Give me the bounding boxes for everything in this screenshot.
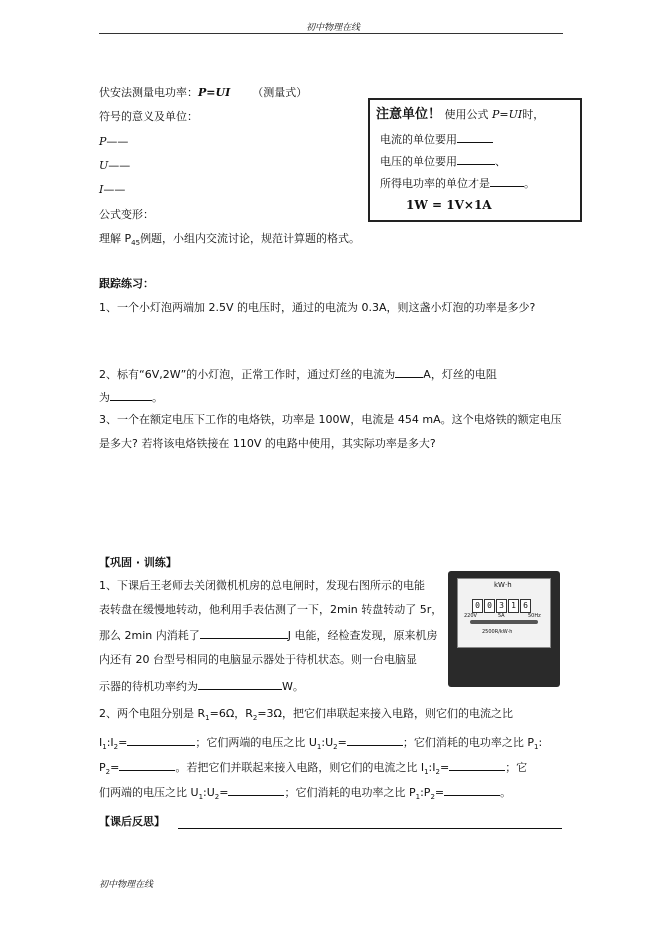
blank-current-unit[interactable]: [457, 132, 493, 143]
blank-parallel-current-ratio[interactable]: [449, 760, 505, 771]
blank-series-power-ratio[interactable]: [119, 760, 175, 771]
consolidate-heading: 【巩固 · 训练】: [99, 556, 177, 569]
reflection-answer-line[interactable]: [178, 828, 562, 829]
meter-face: [457, 578, 551, 648]
notice-line-voltage: 电压的单位要用 、: [380, 155, 506, 168]
meter-digit-row: [472, 593, 532, 613]
blank-voltage-unit[interactable]: [457, 154, 495, 165]
reflection-heading: 【课后反思】: [99, 815, 165, 828]
blank-q2-current[interactable]: [395, 367, 423, 378]
meter-spec-hz: 50Hz: [528, 613, 541, 619]
cons-p2-line1: 2、两个电阻分别是 $R_1=6\Omega$，$R_2=3\Omega$，把它们串联起来接入电路，则它们的电流之比: [99, 707, 513, 723]
cons-p1-line2: 表转盘在缓慢地转动，他利用手表估测了一下，2min 转盘转动了 5r，: [99, 603, 443, 616]
cons-p2-line4: 们两端的电压之比 $U_1:U_2=$ ；它们消耗的电功率之比 $P_1:P_2=$ 。: [99, 786, 512, 802]
symbol-u-line: U——: [99, 159, 131, 172]
cons-p1-line4: 内还有 20 台型号相同的电脑显示器处于待机状态。则一台电脑显: [99, 653, 417, 666]
practice-q3-line2: 是多大? 若将该电烙铁接在 110V 的电路中使用，其实际功率是多大?: [99, 437, 436, 450]
meter-spec-rev: 2500R/kW·h: [482, 629, 513, 635]
unit-notice-box: [368, 98, 582, 222]
notice-title: 注意单位！: [376, 107, 442, 122]
blank-parallel-voltage-ratio[interactable]: [228, 785, 284, 796]
cons-p2-line3: $P_2=$ 。若把它们并联起来接入电路，则它们的电流之比 $I_1:I_2=$ ；它: [99, 761, 528, 777]
voltammetry-line: 伏安法测量电功率：P=UI （测量式）: [99, 86, 308, 99]
blank-series-current-ratio[interactable]: [127, 735, 195, 746]
practice-q2-line1: 2、标有“6V,2W”的小灯泡，正常工作时，通过灯丝的电流为 A，灯丝的电阻: [99, 368, 497, 381]
blank-q2-resistance[interactable]: [110, 390, 152, 401]
blank-parallel-power-ratio[interactable]: [444, 785, 500, 796]
meter-digit: 6: [520, 599, 531, 613]
header-title: 初中物理在线: [306, 23, 361, 33]
footer-title: 初中物理在线: [99, 880, 154, 890]
unit-formula: 1W = 1V×1A: [406, 198, 492, 212]
symbol-p-line: P——: [99, 135, 129, 148]
meter-digit: 0: [472, 599, 483, 613]
blank-standby-power[interactable]: [198, 679, 282, 690]
symbol-meaning-label: 符号的意义及单位：: [99, 110, 198, 123]
notice-line-1: 注意单位！ 使用公式 P=UI时，: [376, 107, 545, 122]
meter-digit: 0: [484, 599, 495, 613]
cons-p2-line2: $I_1:I_2=$ ；它们两端的电压之比 $U_1:U_2=$ ；它们消耗的电功率之比 $P_1$:: [99, 736, 543, 752]
blank-energy-joules[interactable]: [200, 628, 288, 639]
blank-power-unit[interactable]: [490, 176, 524, 187]
cons-p1-line1: 1、下课后王老师去关闭微机机房的总电闸时，发现右图所示的电能: [99, 579, 425, 592]
practice-heading: 跟踪练习：: [99, 277, 154, 290]
formula-change-label: 公式变形：: [99, 208, 154, 221]
cons-p1-line3: 那么 2min 内消耗了 J 电能，经检查发现，原来机房: [99, 629, 438, 642]
practice-q2-line2: 为 。: [99, 391, 163, 404]
meter-digit: 3: [496, 599, 507, 613]
electric-meter-image: [448, 571, 560, 687]
practice-q1: 1、一个小灯泡两端加 2.5V 的电压时，通过的电流为 0.3A，则这盏小灯泡的功率是多少?: [99, 301, 536, 314]
meter-spec-a: 5A: [498, 613, 505, 619]
symbol-i-line: I——: [99, 183, 126, 196]
header-rule: [99, 33, 563, 34]
meter-spec-v: 220V: [464, 613, 477, 619]
understand-example-line: 理解 $P_{45}$例题，小组内交流讨论，规范计算题的格式。: [99, 232, 361, 248]
notice-line-current: 电流的单位要用: [380, 132, 493, 147]
cons-p1-line5: 示器的待机功率约为 W。: [99, 680, 304, 693]
blank-series-voltage-ratio[interactable]: [347, 735, 403, 746]
meter-rotating-disc: [470, 620, 538, 624]
meter-unit-label: kW·h: [494, 581, 512, 589]
notice-line-power: 所得电功率的单位才是 。: [380, 177, 535, 190]
meter-digit: 1: [508, 599, 519, 613]
practice-q3-line1: 3、一个在额定电压下工作的电烙铁，功率是 100W，电流是 454 mA。这个电烙铁的额定电压: [99, 413, 562, 426]
